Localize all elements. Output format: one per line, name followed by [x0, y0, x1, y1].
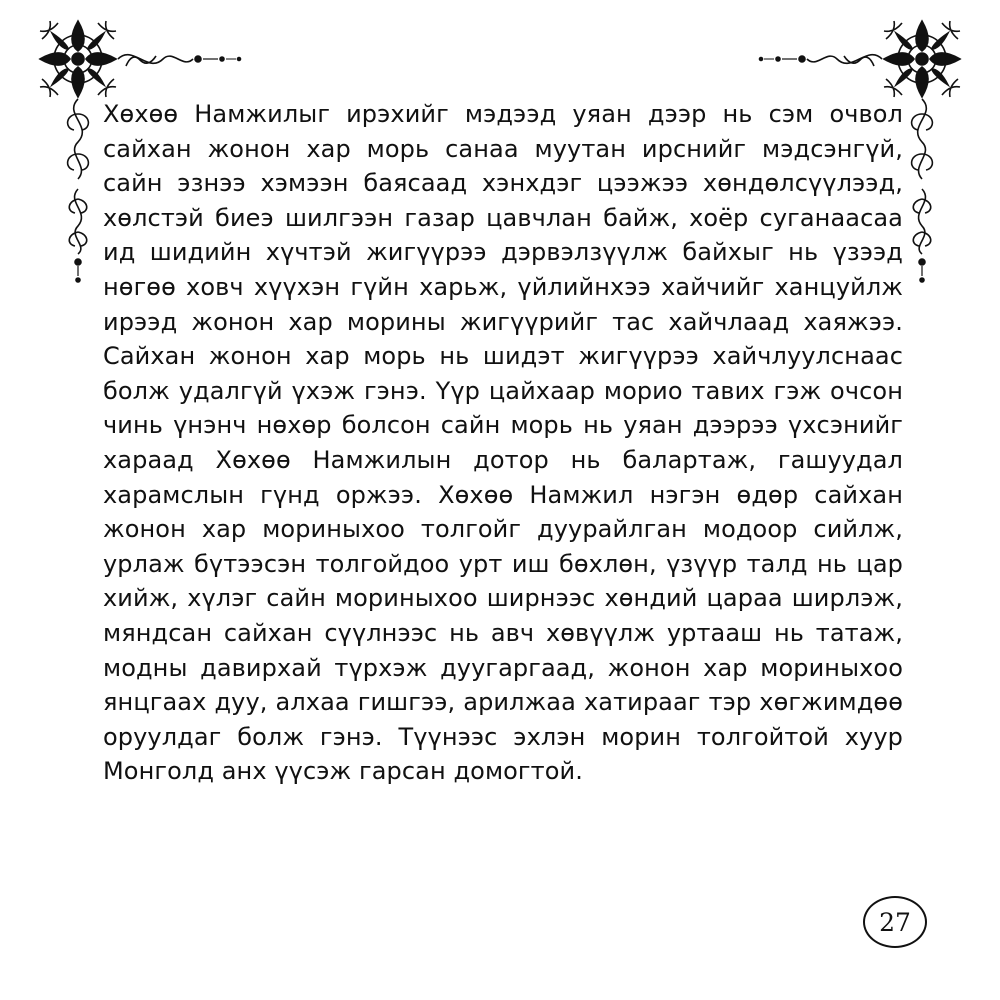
text-line: урлаж бүтээсэн толгойдоо урт иш бөхлөн, үзүүр талд нь цар	[103, 549, 903, 578]
text-line: нөгөө ховч хүүхэн гүйн харьж, үйлийнхээ хайчийг ханцуйлж	[103, 272, 903, 301]
text-line: чинь үнэнч нөхөр болсон сайн морь нь уяан дээрээ үхсэнийг	[103, 411, 903, 440]
text-line: хийж, хүлэг сайн мориныхоо ширнээс хөндий цараа ширлэж,	[103, 584, 903, 613]
text-line: оруулдаг болж гэнэ. Түүнээс эхлэн морин толгойтой хуур	[103, 722, 903, 751]
text-line: модны давирхай түрхэж дуугаргаад, жонон хар мориныхоо	[103, 653, 903, 682]
text-line: мяндсан сайхан сүүлнээс нь авч хөвүүлж уртааш нь татаж,	[103, 618, 903, 647]
text-line: Монголд анх үүсэж гарсан домогтой.	[103, 757, 583, 786]
text-line: хараад Хөхөө Намжилын дотор нь балартаж, гашуудал	[103, 445, 903, 474]
text-line: сайн эзнээ хэмээн баясаад хэнхдэг цээжээ хөндөлсүүлээд,	[103, 169, 903, 198]
text-line: сайхан жонон хар морь санаа муутан ирснийг мэдсэнгүй,	[103, 134, 903, 163]
text-line: болж удалгүй үхэж гэнэ. Үүр цайхаар морио тавих гэж очсон	[103, 376, 903, 405]
text-line: ирээд жонон хар морины жигүүрийг тас хайчлаад хаяжээ.	[103, 307, 903, 336]
text-line: Хөхөө Намжилыг ирэхийг мэдээд уяан дээр нь сэм очвол	[103, 100, 903, 128]
text-line: хөлстэй биеэ шилгээн газар цавчлан байж, хоёр суганаасаа	[103, 203, 903, 232]
page-number: 27	[863, 896, 927, 948]
text-line: Сайхан жонон хар морь нь шидэт жигүүрээ хайчлуулснаас	[103, 342, 903, 371]
text-line: харамслын гүнд оржээ. Хөхөө Намжил нэгэн өдөр сайхан	[103, 480, 903, 509]
text-line: янцгаах дуу, алхаа гишгээ, арилжаа хатирааг тэр хөгжимдөө	[103, 688, 903, 717]
story-paragraph	[103, 97, 903, 789]
text-line: ид шидийн хүчтэй жигүүрээ дэрвэлзүүлж байхыг нь үзээд	[103, 238, 903, 267]
text-line: жонон хар мориныхоо толгойг дуурайлган модоор сийлж,	[103, 515, 903, 544]
